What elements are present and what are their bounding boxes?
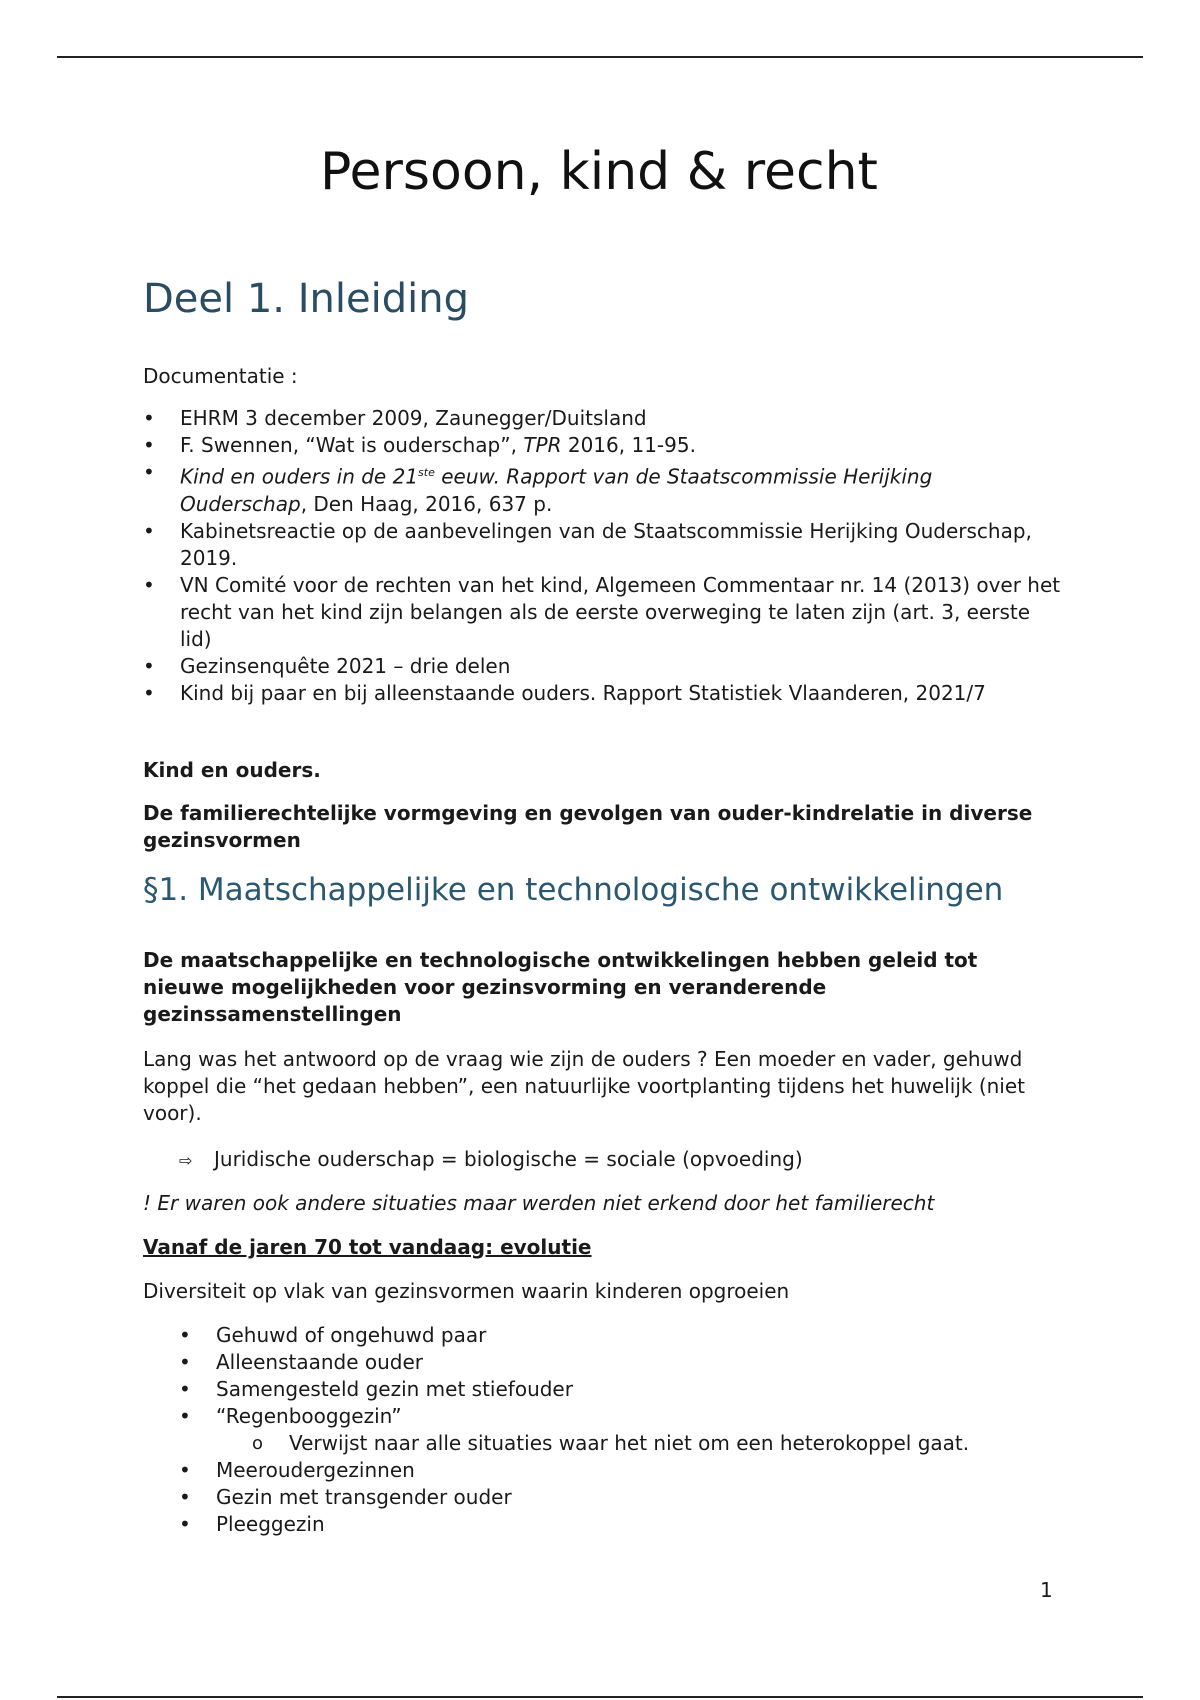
list-item: • F. Swennen, “Wat is ouderschap”, TPR 2016, 11-95. bbox=[143, 432, 1063, 459]
document-title: Persoon, kind & recht bbox=[320, 142, 878, 202]
section-heading: §1. Maatschappelijke en technologische ontwikkelingen bbox=[143, 872, 1004, 908]
list-item: • Kabinetsreactie op de aanbevelingen van de Staatscommissie Herijking Ouderschap, 2019. bbox=[143, 518, 1063, 572]
list-item: • Gehuwd of ongehuwd paar bbox=[143, 1322, 1073, 1349]
paragraph-ouders: Lang was het antwoord op de vraag wie zijn de ouders ? Een moeder en vader, gehuwd koppel die “het gedaan hebben”, een natuurlijke voortplanting tijdens het huwelijk (niet voor). bbox=[143, 1047, 1026, 1125]
part-heading: Deel 1. Inleiding bbox=[143, 276, 469, 322]
section-lead: De maatschappelijke en technologische ontwikkelingen hebben geleid tot nieuwe mogelijkheden voor gezinsvorming en veranderende gezinssamenstellingen bbox=[143, 948, 978, 1026]
bottom-rule bbox=[57, 1696, 1143, 1698]
italic-note: ! Er waren ook andere situaties maar werden niet erkend door het familierecht bbox=[143, 1191, 935, 1215]
list-item: • Alleenstaande ouder bbox=[143, 1349, 1073, 1376]
list-item: • EHRM 3 december 2009, Zaunegger/Duitsland bbox=[143, 405, 1063, 432]
family-forms-list bbox=[143, 1322, 1073, 1538]
list-item: • Meeroudergezinnen bbox=[143, 1457, 1073, 1484]
list-item: • Gezin met transgender ouder bbox=[143, 1484, 1073, 1511]
list-item: • Kind en ouders in de 21ste eeuw. Rapport van de Staatscommissie Herijking Ouderschap, Den Haag, 2016, 637 p. bbox=[143, 459, 1063, 518]
arrow-point: ⇨ Juridische ouderschap = biologische = sociale (opvoeding) bbox=[179, 1146, 803, 1174]
documentation-list bbox=[143, 405, 1063, 707]
list-item: • “Regenbooggezin” bbox=[143, 1403, 1073, 1430]
list-item: • Samengesteld gezin met stiefouder bbox=[143, 1376, 1073, 1403]
evolution-heading: Vanaf de jaren 70 tot vandaag: evolutie bbox=[143, 1235, 592, 1259]
list-item: • Kind bij paar en bij alleenstaande ouders. Rapport Statistiek Vlaanderen, 2021/7 bbox=[143, 680, 1063, 707]
diversity-intro: Diversiteit op vlak van gezinsvormen waarin kinderen opgroeien bbox=[143, 1279, 790, 1303]
list-item: • VN Comité voor de rechten van het kind, Algemeen Commentaar nr. 14 (2013) over het recht van het kind zijn belangen als de eerste overweging te laten zijn (art. 3, eerste lid) bbox=[143, 572, 1063, 653]
subtitle-vormgeving: De familierechtelijke vormgeving en gevolgen van ouder-kindrelatie in diverse gezinsvormen bbox=[143, 801, 1033, 852]
page-number: 1 bbox=[1040, 1578, 1053, 1602]
arrow-right-icon: ⇨ bbox=[179, 1151, 193, 1170]
sub-list-item: o Verwijst naar alle situaties waar het niet om een heterokoppel gaat. bbox=[143, 1430, 1073, 1457]
list-item: • Pleeggezin bbox=[143, 1511, 1073, 1538]
list-item: • Gezinsenquête 2021 – drie delen bbox=[143, 653, 1063, 680]
subtitle-kind-en-ouders: Kind en ouders. bbox=[143, 758, 321, 782]
top-rule bbox=[57, 56, 1143, 58]
documentation-label: Documentatie : bbox=[143, 364, 298, 388]
